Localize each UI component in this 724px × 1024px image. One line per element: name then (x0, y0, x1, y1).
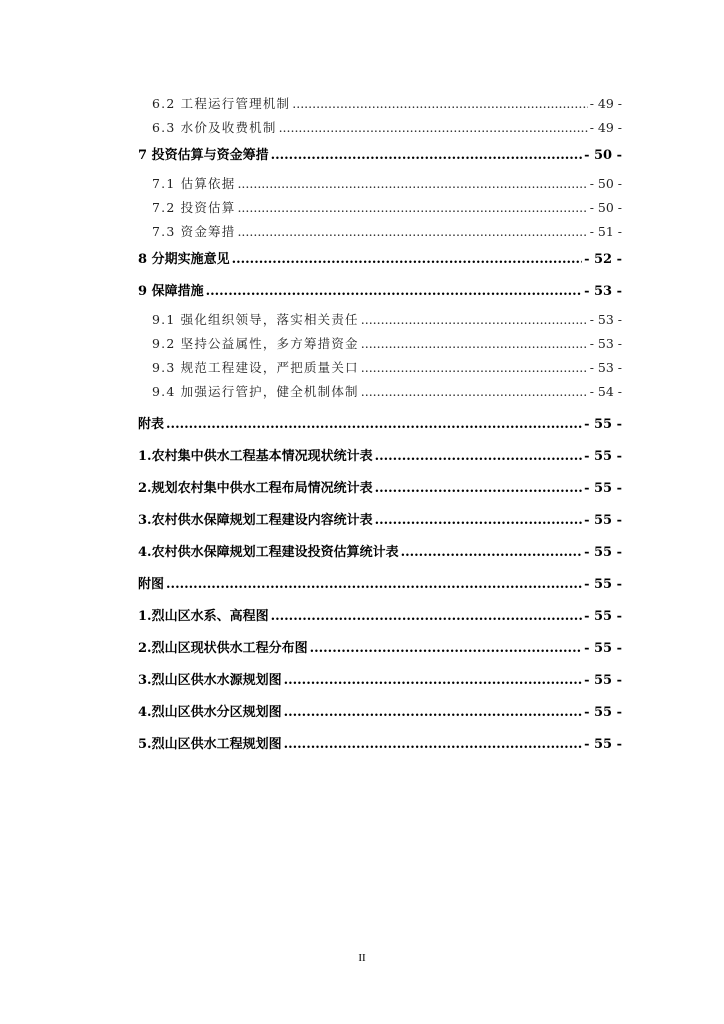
dot-leader (375, 441, 582, 473)
toc-entry-9-3[interactable] (138, 356, 622, 380)
dot-leader (361, 380, 588, 404)
toc-entry-9-2[interactable] (138, 332, 622, 356)
dot-leader (271, 601, 582, 633)
toc-entry-9[interactable] (138, 276, 622, 308)
toc-entry-page: - 55 - (584, 513, 622, 528)
toc-entry-title: 1.农村集中供水工程基本情况现状统计表 (138, 449, 373, 464)
toc-entry-title: 9.4 加强运行管护，健全机制体制 (152, 384, 359, 399)
toc-entry-title: 9.3 规范工程建设，严把质量关口 (152, 360, 359, 375)
dot-leader (401, 537, 582, 569)
toc-entry-title: 6.3 水价及收费机制 (152, 120, 277, 135)
toc-entry-page: - 55 - (584, 545, 622, 560)
toc-entry-page: - 55 - (584, 737, 622, 752)
toc-entry-title: 附表 (138, 417, 165, 432)
toc-entry-page: - 51 - (589, 224, 622, 239)
dot-leader (232, 244, 582, 276)
toc-entry-title: 7 投资估算与资金筹措 (138, 148, 269, 163)
toc-entry-page: - 49 - (589, 120, 622, 135)
toc-entry-page: - 55 - (584, 481, 622, 496)
toc-entry-title: 1.烈山区水系、高程图 (138, 609, 269, 624)
toc-entry-title: 7.1 估算依据 (152, 176, 236, 191)
toc-entry-title: 9.1 强化组织领导，落实相关责任 (152, 312, 359, 327)
toc-entry-page: - 53 - (584, 284, 622, 299)
dot-leader (279, 116, 588, 140)
toc-entry-7-1[interactable] (138, 172, 622, 196)
toc-entry-page: - 55 - (584, 609, 622, 624)
toc-entry-title: 9.2 坚持公益属性，多方筹措资金 (152, 336, 359, 351)
toc-entry-title: 9 保障措施 (138, 284, 204, 299)
toc-entry-page: - 54 - (589, 384, 622, 399)
table-of-contents (138, 92, 622, 761)
toc-entry-table-1[interactable] (138, 441, 622, 473)
toc-entry-page: - 55 - (584, 577, 622, 592)
toc-entry-7-2[interactable] (138, 196, 622, 220)
toc-entry-page: - 53 - (589, 312, 622, 327)
dot-leader (292, 92, 587, 116)
dot-leader (237, 196, 587, 220)
toc-entry-page: - 55 - (584, 449, 622, 464)
toc-entry-title: 2.规划农村集中供水工程布局情况统计表 (138, 481, 373, 496)
dot-leader (237, 172, 587, 196)
toc-entry-page: - 53 - (589, 336, 622, 351)
toc-entry-8[interactable] (138, 244, 622, 276)
toc-entry-title: 3.农村供水保障规划工程建设内容统计表 (138, 513, 373, 528)
toc-entry-title: 附图 (138, 577, 165, 592)
toc-entry-page: - 55 - (584, 673, 622, 688)
dot-leader (206, 276, 582, 308)
toc-entry-figure-4[interactable] (138, 697, 622, 729)
toc-entry-page: - 53 - (589, 360, 622, 375)
dot-leader (361, 308, 588, 332)
toc-entry-title: 7.2 投资估算 (152, 200, 236, 215)
toc-entry-page: - 55 - (584, 705, 622, 720)
toc-entry-figure-3[interactable] (138, 665, 622, 697)
dot-leader (375, 505, 582, 537)
toc-entry-title: 6.2 工程运行管理机制 (152, 96, 291, 111)
toc-entry-page: - 50 - (589, 200, 622, 215)
toc-entry-page: - 50 - (589, 176, 622, 191)
dot-leader (284, 665, 582, 697)
toc-entry-figure-1[interactable] (138, 601, 622, 633)
toc-entry-title: 4.农村供水保障规划工程建设投资估算统计表 (138, 545, 399, 560)
toc-entry-appendix-figures[interactable] (138, 569, 622, 601)
toc-entry-7-3[interactable] (138, 220, 622, 244)
toc-entry-table-3[interactable] (138, 505, 622, 537)
toc-entry-title: 5.烈山区供水工程规划图 (138, 737, 282, 752)
toc-entry-figure-5[interactable] (138, 729, 622, 761)
dot-leader (361, 332, 588, 356)
toc-entry-9-1[interactable] (138, 308, 622, 332)
toc-entry-page: - 52 - (584, 252, 622, 267)
toc-entry-appendix-tables[interactable] (138, 409, 622, 441)
toc-entry-7[interactable] (138, 140, 622, 172)
toc-entry-figure-2[interactable] (138, 633, 622, 665)
toc-entry-table-4[interactable] (138, 537, 622, 569)
dot-leader (375, 473, 582, 505)
toc-entry-page: - 50 - (584, 148, 622, 163)
toc-entry-page: - 55 - (584, 417, 622, 432)
dot-leader (361, 356, 588, 380)
dot-leader (284, 697, 582, 729)
toc-entry-page: - 49 - (589, 96, 622, 111)
toc-entry-page: - 55 - (584, 641, 622, 656)
toc-entry-title: 2.烈山区现状供水工程分布图 (138, 641, 308, 656)
toc-entry-table-2[interactable] (138, 473, 622, 505)
toc-entry-title: 8 分期实施意见 (138, 252, 230, 267)
page-number: II (358, 952, 366, 964)
toc-entry-title: 4.烈山区供水分区规划图 (138, 705, 282, 720)
toc-entry-title: 3.烈山区供水水源规划图 (138, 673, 282, 688)
toc-entry-6-3[interactable] (138, 116, 622, 140)
dot-leader (166, 569, 582, 601)
dot-leader (310, 633, 582, 665)
dot-leader (166, 409, 582, 441)
toc-entry-title: 7.3 资金筹措 (152, 224, 236, 239)
dot-leader (237, 220, 587, 244)
toc-entry-6-2[interactable] (138, 92, 622, 116)
toc-entry-9-4[interactable] (138, 380, 622, 404)
dot-leader (271, 140, 582, 172)
dot-leader (284, 729, 582, 761)
